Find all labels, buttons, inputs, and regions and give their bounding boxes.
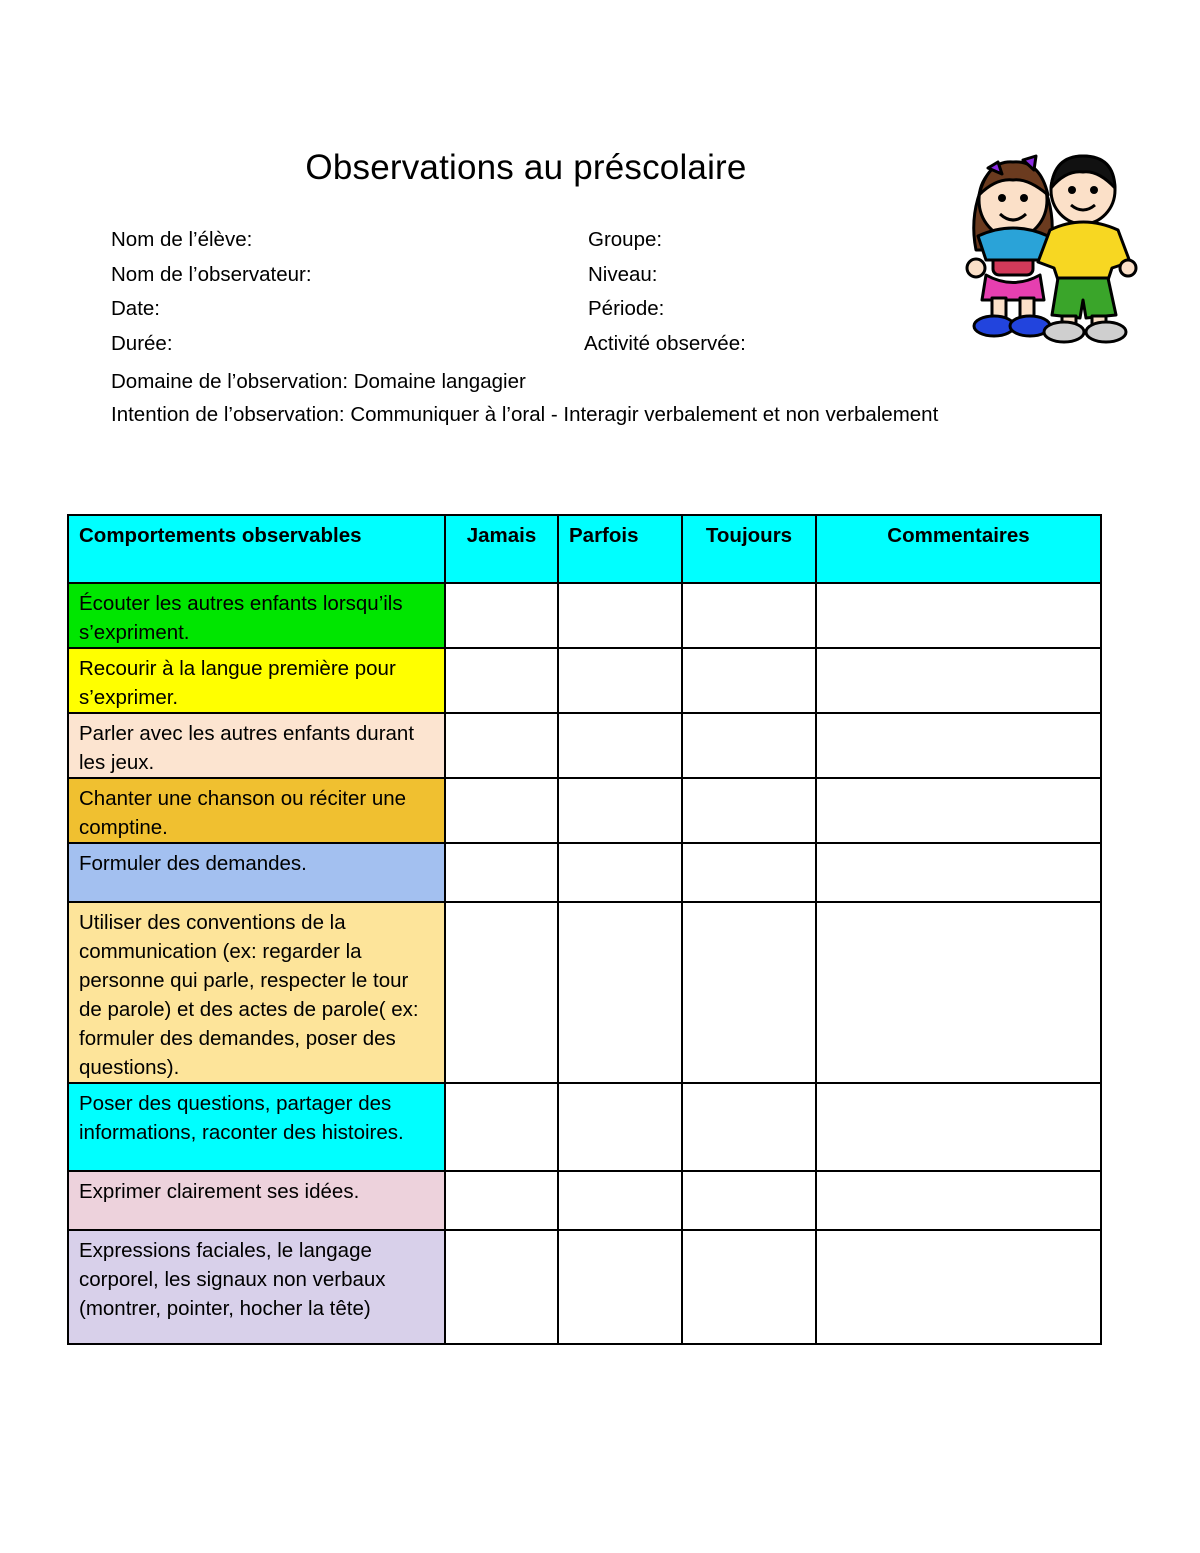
jamais-cell[interactable] <box>445 843 558 902</box>
table-row <box>68 843 1101 902</box>
commentaires-cell[interactable] <box>816 583 1101 648</box>
parfois-cell[interactable] <box>558 778 682 843</box>
toujours-cell[interactable] <box>682 583 816 648</box>
parfois-cell[interactable] <box>558 648 682 713</box>
table-row <box>68 648 1101 713</box>
jamais-cell[interactable] <box>445 713 558 778</box>
behavior-cell: Écouter les autres enfants lorsqu’ils s’expriment. <box>68 583 445 648</box>
jamais-cell[interactable] <box>445 648 558 713</box>
table-row <box>68 583 1101 648</box>
toujours-cell[interactable] <box>682 1083 816 1171</box>
field-nom-eleve: Nom de l’élève: <box>111 228 253 251</box>
header-toujours: Toujours <box>682 515 816 583</box>
parfois-cell[interactable] <box>558 902 682 1083</box>
header-parfois: Parfois <box>558 515 682 583</box>
two-children-icon <box>958 150 1138 345</box>
commentaires-cell[interactable] <box>816 843 1101 902</box>
field-niveau: Niveau: <box>588 263 658 286</box>
header-commentaires: Commentaires <box>816 515 1101 583</box>
jamais-cell[interactable] <box>445 1230 558 1344</box>
toujours-cell[interactable] <box>682 1230 816 1344</box>
parfois-cell[interactable] <box>558 713 682 778</box>
table-row <box>68 1230 1101 1344</box>
parfois-cell[interactable] <box>558 1230 682 1344</box>
field-activite: Activité observée: <box>584 332 746 355</box>
toujours-cell[interactable] <box>682 843 816 902</box>
observation-table <box>67 514 1102 1345</box>
behavior-cell: Exprimer clairement ses idées. <box>68 1171 445 1230</box>
behavior-cell: Formuler des demandes. <box>68 843 445 902</box>
page-title: Observations au préscolaire <box>305 148 747 187</box>
field-date: Date: <box>111 297 160 320</box>
commentaires-cell[interactable] <box>816 1230 1101 1344</box>
toujours-cell[interactable] <box>682 1171 816 1230</box>
behavior-cell: Parler avec les autres enfants durant les jeux. <box>68 713 445 778</box>
commentaires-cell[interactable] <box>816 902 1101 1083</box>
field-periode: Période: <box>588 297 665 320</box>
header-comportements: Comportements observables <box>68 515 445 583</box>
parfois-cell[interactable] <box>558 1171 682 1230</box>
table-row <box>68 1083 1101 1171</box>
parfois-cell[interactable] <box>558 1083 682 1171</box>
table-row <box>68 713 1101 778</box>
commentaires-cell[interactable] <box>816 1171 1101 1230</box>
commentaires-cell[interactable] <box>816 1083 1101 1171</box>
jamais-cell[interactable] <box>445 583 558 648</box>
toujours-cell[interactable] <box>682 778 816 843</box>
jamais-cell[interactable] <box>445 902 558 1083</box>
field-duree: Durée: <box>111 332 173 355</box>
behavior-cell: Poser des questions, partager des informations, raconter des histoires. <box>68 1083 445 1171</box>
behavior-cell: Expressions faciales, le langage corporel, les signaux non verbaux (montrer, pointer, hocher la tête) <box>68 1230 445 1344</box>
jamais-cell[interactable] <box>445 778 558 843</box>
header-jamais: Jamais <box>445 515 558 583</box>
toujours-cell[interactable] <box>682 648 816 713</box>
field-domaine: Domaine de l’observation: Domaine langagier <box>111 370 526 393</box>
table-row <box>68 902 1101 1083</box>
table-header-row <box>68 515 1101 583</box>
commentaires-cell[interactable] <box>816 648 1101 713</box>
field-nom-observateur: Nom de l’observateur: <box>111 263 312 286</box>
behavior-cell: Chanter une chanson ou réciter une comptine. <box>68 778 445 843</box>
commentaires-cell[interactable] <box>816 778 1101 843</box>
parfois-cell[interactable] <box>558 843 682 902</box>
parfois-cell[interactable] <box>558 583 682 648</box>
field-groupe: Groupe: <box>588 228 663 251</box>
table-row <box>68 1171 1101 1230</box>
behavior-cell: Utiliser des conventions de la communication (ex: regarder la personne qui parle, respecter le tour de parole) et des actes de parole( ex: formuler des demandes, poser des questions). <box>68 902 445 1083</box>
jamais-cell[interactable] <box>445 1171 558 1230</box>
table-row <box>68 778 1101 843</box>
field-intention: Intention de l’observation: Communiquer à l’oral - Interagir verbalement et non verbalement <box>111 403 939 426</box>
commentaires-cell[interactable] <box>816 713 1101 778</box>
toujours-cell[interactable] <box>682 713 816 778</box>
jamais-cell[interactable] <box>445 1083 558 1171</box>
behavior-cell: Recourir à la langue première pour s’exprimer. <box>68 648 445 713</box>
toujours-cell[interactable] <box>682 902 816 1083</box>
